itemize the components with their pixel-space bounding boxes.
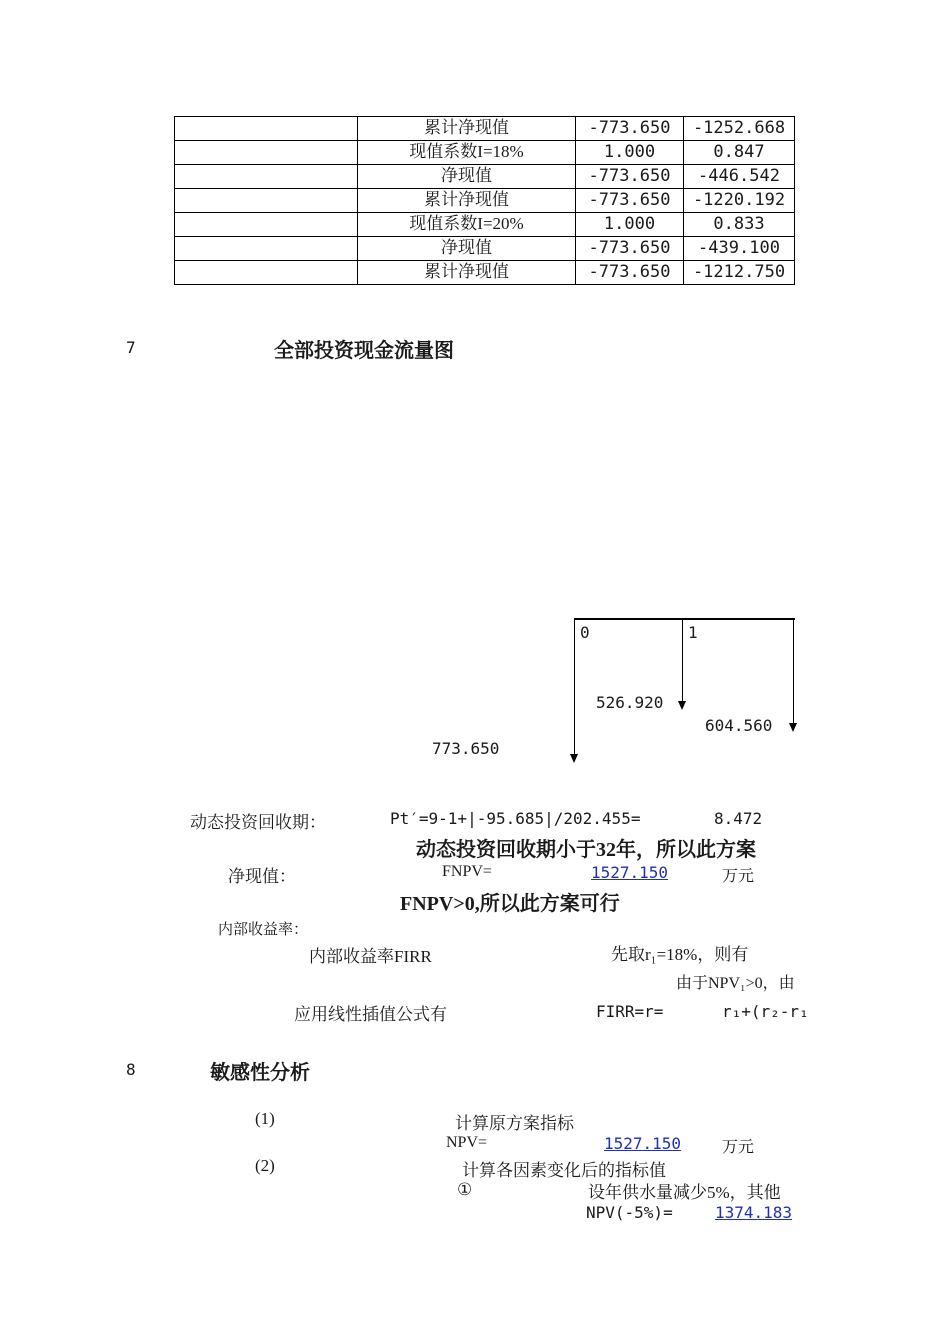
outflow-value: 773.650 (432, 739, 500, 758)
item-text: 计算各因素变化后的指标值 (462, 1161, 666, 1180)
table-cell-year1: -439.100 (698, 238, 780, 258)
irr-interp-label: 应用线性插值公式有 (294, 1005, 447, 1024)
npv-value[interactable]: 1527.150 (591, 863, 669, 882)
table-row-label: 累计净现值 (424, 262, 509, 281)
table-cell-year1: 0.833 (713, 214, 765, 234)
outflow-arrow-1b (793, 618, 794, 724)
table-row-label: 累计净现值 (424, 190, 509, 209)
npv-unit: 万元 (722, 1139, 755, 1156)
irr-step2: 由于NPV₁>0，由 (676, 975, 795, 992)
payback-conclusion: 动态投资回收期小于32年，所以此方案 (416, 839, 756, 861)
arrow-down-icon (678, 701, 686, 710)
table-cell-year0: 1.000 (603, 214, 656, 234)
sub-item-number: ① (457, 1180, 473, 1199)
irr-label: 内部收益率： (218, 922, 309, 938)
irr-interp-expr: r₁+(r₂-r₁ (722, 1002, 809, 1021)
table-cell-year1: -1212.750 (692, 262, 786, 282)
table-border (794, 116, 795, 285)
table-row-label: 现值系数I=18% (409, 142, 524, 161)
arrow-down-icon (570, 754, 578, 763)
table-border (174, 116, 175, 285)
npv-conclusion: FNPV>0,所以此方案可行 (400, 893, 620, 915)
item-number: (2) (255, 1156, 275, 1175)
npv-formula: FNPV= (442, 863, 492, 880)
time-axis (574, 618, 795, 620)
outflow-arrow-1a (682, 618, 683, 702)
table-cell-year0: -773.650 (588, 118, 671, 138)
period-label-1: 1 (688, 623, 698, 642)
npv-label: NPV= (446, 1134, 488, 1151)
irr-step1: 先取r₁=18%，则有 (611, 945, 749, 964)
table-cell-year1: -446.542 (698, 166, 780, 186)
outflow-arrow-0 (574, 618, 575, 755)
table-cell-year1: -1252.668 (692, 118, 786, 138)
npv-unit: 万元 (722, 868, 755, 885)
item-number: (1) (255, 1109, 275, 1128)
table-border (174, 284, 795, 285)
npv-value[interactable]: 1527.150 (604, 1134, 682, 1153)
table-cell-year0: -773.650 (588, 166, 671, 186)
table-cell-year1: -1220.192 (692, 190, 786, 210)
npv-label: 净现值： (228, 867, 296, 886)
section-number: 8 (126, 1060, 136, 1079)
table-row-label: 累计净现值 (424, 118, 509, 137)
arrow-down-icon (789, 723, 797, 732)
table-row-label: 净现值 (441, 238, 492, 257)
table-cell-year0: -773.650 (588, 238, 671, 258)
irr-title: 内部收益率FIRR (309, 947, 432, 966)
table-row-label: 现值系数I=20% (409, 214, 524, 233)
table-row-label: 净现值 (441, 166, 492, 185)
irr-interp-formula: FIRR=r= (596, 1002, 664, 1021)
section-title: 全部投资现金流量图 (274, 340, 454, 362)
outflow-value: 604.560 (705, 716, 773, 735)
table-cell-year0: -773.650 (588, 190, 671, 210)
item-text: 计算原方案指标 (455, 1114, 574, 1133)
table-cell-year0: 1.000 (603, 142, 656, 162)
section-number: 7 (126, 338, 136, 357)
payback-value: 8.472 (714, 809, 763, 828)
npv-value[interactable]: 1374.183 (715, 1203, 793, 1222)
table-cell-year1: 0.847 (713, 142, 765, 162)
period-label-0: 0 (580, 623, 590, 642)
table-cell-year0: -773.650 (588, 262, 671, 282)
npv-formula: NPV(-5%)= (586, 1203, 673, 1222)
section-title: 敏感性分析 (210, 1062, 310, 1084)
payback-formula: Pt′=9-1+|-95.685|/202.455= (390, 809, 641, 828)
payback-label: 动态投资回收期： (190, 813, 326, 832)
sub-item-text: 设年供水量减少5%，其他 (588, 1183, 781, 1202)
outflow-value: 526.920 (596, 693, 664, 712)
